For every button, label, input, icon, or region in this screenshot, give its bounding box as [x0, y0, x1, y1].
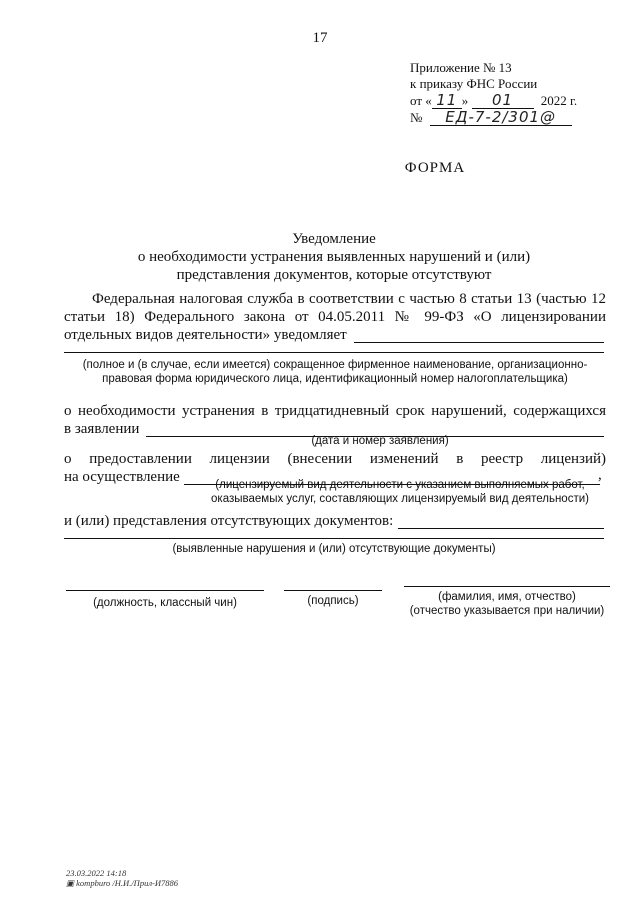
footer-line-1: 23.03.2022 14:18 [66, 868, 127, 878]
order-number: ЕД-7-2/301@ [430, 109, 572, 126]
caption-activity: (лицензируемый вид деятельности с указанием выполняемых работ, оказываемых услуг, составляющих лицензируемый вид деятельности) [211, 479, 589, 505]
para1-line2: статьи 18) Федерального закона от 04.05.2011 № 99-ФЗ «О лицензировании [64, 309, 606, 325]
date-month: 01 [472, 92, 534, 109]
para3-line1: о предоставлении лицензии (внесении изменений в реестр лицензий) [64, 451, 606, 467]
org-fill-line [64, 352, 604, 353]
signature-line [284, 590, 382, 591]
form-label: ФОРМА [404, 160, 466, 176]
appendix-number: № ЕД-7-2/301@ [410, 109, 577, 126]
caption-name: (фамилия, имя, отчество) [438, 591, 576, 603]
appendix-order: к приказу ФНС России [410, 76, 538, 91]
footer-line-2: ▣ kompburo /Н.И./Прил-И7886 [66, 878, 178, 888]
para4: и (или) представления отсутствующих документов: [64, 513, 394, 529]
title-line-3: представления документов, которые отсутствуют [176, 267, 492, 283]
caption-org: (полное и (в случае, если имеется) сокращенное фирменное наименование, организационно-правовая форма юридического лица, идентификационный номер налогоплательщика) [82, 359, 588, 385]
caption-position: (должность, классный чин) [93, 597, 237, 609]
para2-line1: о необходимости устранения в тридцатидневный срок нарушений, содержащихся [64, 403, 606, 419]
document-title [60, 230, 608, 284]
appendix-date: от « 11 » 01 2022 г. [410, 91, 578, 109]
footer-stamp [66, 868, 178, 888]
title-line-1: Уведомление [292, 231, 376, 247]
recipient-fill-line [354, 342, 604, 343]
date-day: 11 [432, 92, 462, 109]
para2-line2: в заявлении [64, 421, 140, 437]
doc-icon: ▣ [66, 878, 77, 888]
violations-fill-line [64, 538, 604, 539]
appendix-title: Приложение № 13 [410, 60, 512, 75]
date-year: 2022 г. [540, 93, 578, 108]
caption-violations: (выявленные нарушения и (или) отсутствующие документы) [172, 543, 496, 555]
name-line [404, 586, 610, 587]
para3-comma: , [598, 467, 602, 483]
caption-signature: (подпись) [307, 595, 359, 607]
documents-fill-line [398, 528, 604, 529]
page-number: 17 [312, 30, 328, 46]
caption-application: (дата и номер заявления) [311, 435, 449, 447]
para3-line2: на осуществление [64, 469, 180, 485]
title-line-2: о необходимости устранения выявленных нарушений и (или) [137, 249, 531, 265]
caption-name-note: (отчество указывается при наличии) [409, 605, 605, 617]
para1-line1: Федеральная налоговая служба в соответствии с частью 8 статьи 13 (частью 12 [92, 291, 606, 307]
para1-line3: отдельных видов деятельности» уведомляет [64, 327, 347, 343]
position-line [66, 590, 264, 591]
appendix-block [410, 60, 577, 126]
